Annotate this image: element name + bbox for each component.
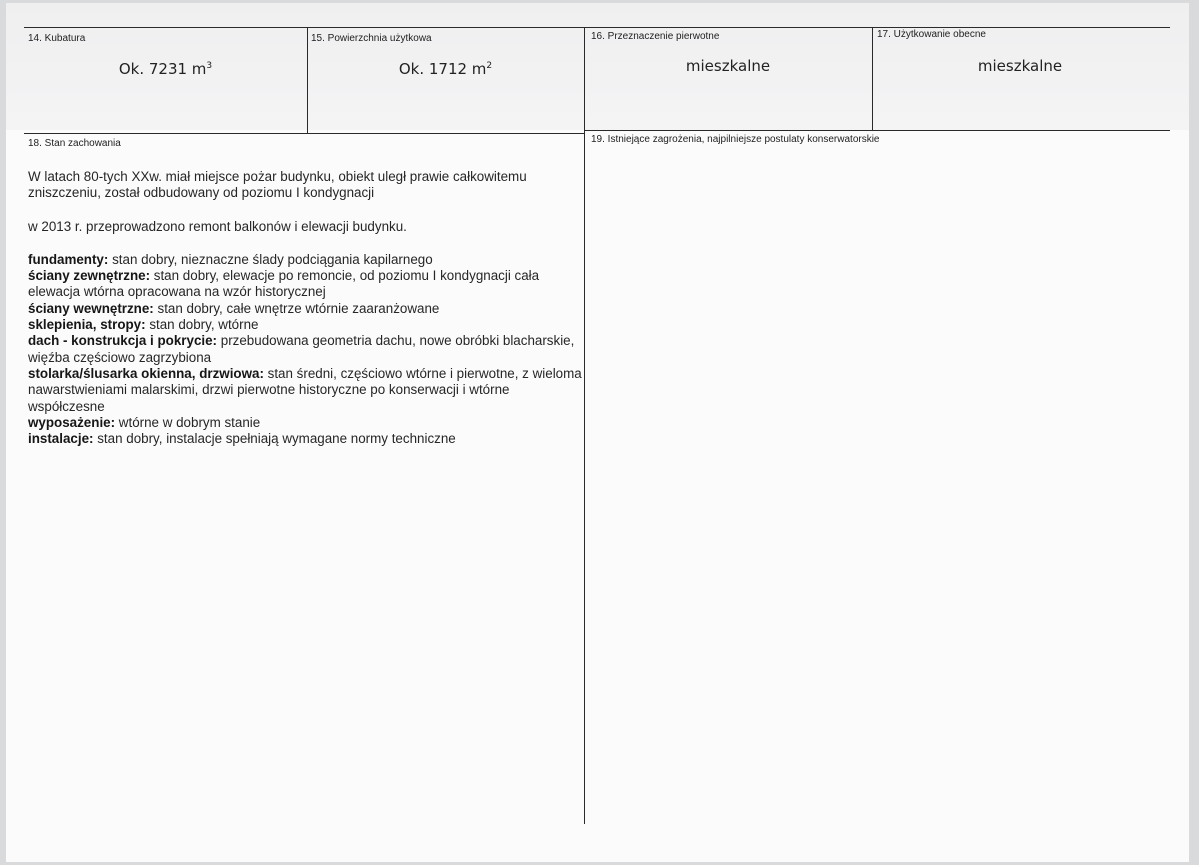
condition-text: wtórne w dobrym stanie [115, 414, 261, 430]
condition-text: stan średni, częściowo wtórne i pierwotne, z wieloma nawarstwieniami malarskimi, drzwi pierwotne historyczne po konserwacji i wtórne współczesne [28, 365, 582, 414]
field-17-value: mieszkalne [977, 57, 1063, 75]
field-15-unit-exponent: 2 [486, 61, 493, 71]
column-divider-17 [872, 27, 873, 130]
field-14-value [24, 60, 307, 78]
condition-term: ściany wewnętrzne: [28, 300, 154, 316]
field-15-value-text: Ok. 1712 m [398, 60, 487, 78]
field-19-label: 19. Istniejące zagrożenia, najpilniejsze postulaty konserwatorskie [591, 134, 880, 145]
condition-text: stan dobry, nieznaczne ślady podciągania kapilarnego [108, 251, 433, 267]
condition-text: stan dobry, elewacje po remoncie, od poziomu I kondygnacji cała elewacja wtórna opracowana na wzór historycznej [28, 268, 540, 300]
field-16-value: mieszkalne [685, 57, 771, 75]
field-14-value-text: Ok. 7231 m [118, 60, 207, 78]
condition-item [28, 268, 583, 301]
field-18-label: 18. Stan zachowania [28, 138, 121, 149]
field-17-label: 17. Użytkowanie obecne [877, 29, 986, 40]
field-14-unit-exponent: 3 [206, 61, 213, 71]
condition-text: przebudowana geometria dachu, nowe obróbki blacharskie, więźba częściowo zagrzybiona [28, 333, 575, 365]
condition-item [28, 333, 583, 366]
field-18-content [28, 169, 583, 447]
row-divider-right [585, 130, 1170, 131]
condition-term: wyposażenie: [28, 414, 116, 430]
condition-item [28, 415, 583, 431]
field-16-label: 16. Przeznaczenie pierwotne [591, 31, 720, 42]
condition-text: stan dobry, instalacje spełniają wymagane normy techniczne [93, 431, 456, 447]
column-divider-16 [584, 27, 585, 824]
column-divider-15 [307, 27, 308, 133]
condition-term: ściany zewnętrzne: [28, 268, 151, 284]
condition-item [28, 301, 583, 317]
condition-text: stan dobry, wtórne [145, 317, 259, 333]
field-18-condition-list [28, 252, 583, 448]
condition-term: dach - konstrukcja i pokrycie: [28, 333, 218, 349]
condition-item [28, 317, 583, 333]
condition-term: stolarka/ślusarka okienna, drzwiowa: [28, 365, 264, 381]
condition-text: stan dobry, całe wnętrze wtórnie zaaranżowane [153, 300, 440, 316]
field-15-label: 15. Powierzchnia użytkowa [311, 33, 432, 44]
condition-term: fundamenty: [28, 251, 109, 267]
condition-item [28, 431, 583, 447]
condition-item [28, 366, 583, 415]
form-sheet [6, 3, 1189, 862]
field-15-value [307, 60, 584, 78]
field-18-paragraph-2: w 2013 r. przeprowadzono remont balkonów i elewacji budynku. [28, 218, 407, 234]
field-14-label: 14. Kubatura [28, 33, 86, 44]
field-18-paragraph-1: W latach 80-tych XXw. miał miejsce pożar budynku, obiekt uległ prawie całkowitemu zniszczeniu, został odbudowany od poziomu I kondygnacji [28, 169, 527, 201]
condition-item [28, 252, 583, 268]
condition-term: instalacje: [28, 431, 94, 447]
row-divider-left [24, 133, 585, 134]
condition-term: sklepienia, stropy: [28, 317, 146, 333]
top-border [24, 27, 1170, 28]
